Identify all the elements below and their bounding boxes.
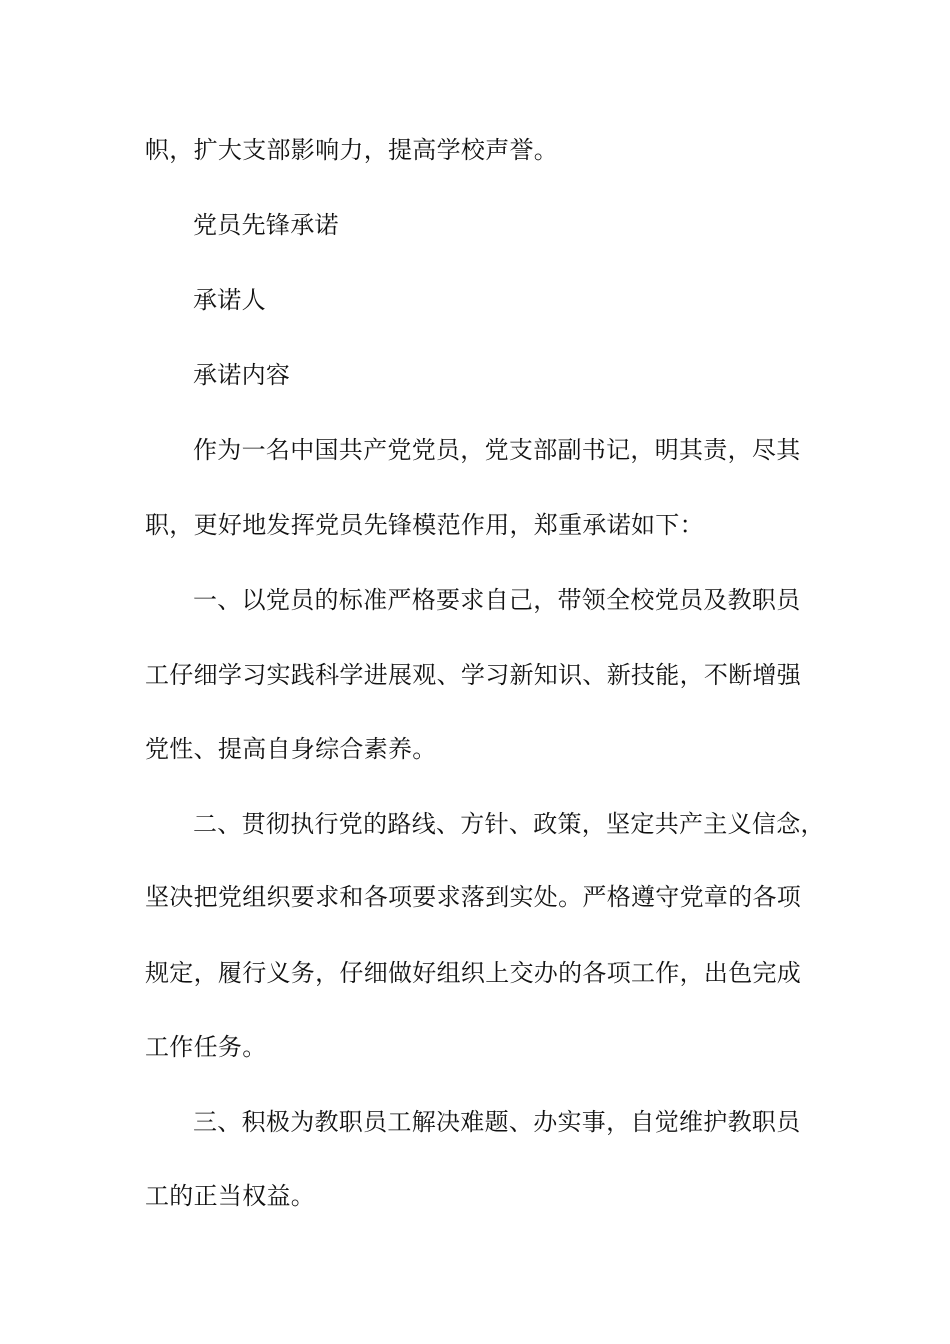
paragraph-line: 工仔细学习实践科学进展观、学习新知识、新技能，不断增强 [145,661,802,689]
paragraph-line: 职，更好地发挥党员先锋模范作用，郑重承诺如下： [145,511,704,539]
promise-content-label: 承诺内容 [193,361,291,389]
paragraph-line: 三、积极为教职员工解决难题、办实事，自觉维护教职员 [193,1108,801,1136]
paragraph-line: 帜，扩大支部影响力，提高学校声誉。 [145,136,559,164]
paragraph-line: 作为一名中国共产党党员，党支部副书记，明其责，尽其 [193,436,801,464]
paragraph-line: 二、贯彻执行党的路线、方针、政策，坚定共产主义信念， [193,810,825,838]
paragraph-line: 党性、提高自身综合素养。 [145,735,437,763]
promiser-label: 承诺人 [193,286,266,314]
paragraph-line: 一、以党员的标准严格要求自己，带领全校党员及教职员 [193,586,801,614]
paragraph-line: 工的正当权益。 [145,1182,316,1210]
paragraph-line: 坚决把党组织要求和各项要求落到实处。严格遵守党章的各项 [145,883,802,911]
section-title: 党员先锋承诺 [193,211,339,239]
paragraph-line: 规定，履行义务，仔细做好组织上交办的各项工作，出色完成 [145,959,802,987]
paragraph-line: 工作任务。 [145,1033,267,1061]
